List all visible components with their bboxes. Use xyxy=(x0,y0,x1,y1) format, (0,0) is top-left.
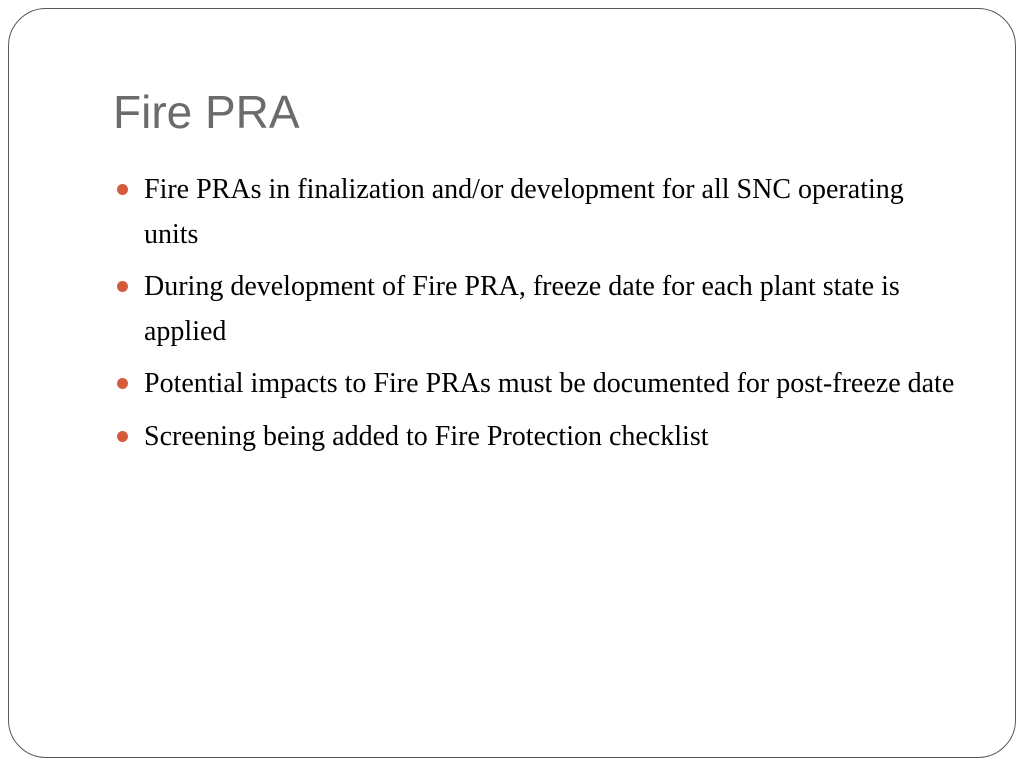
bullet-text: Screening being added to Fire Protection checklist xyxy=(144,420,709,452)
bullet-text: Fire PRAs in finalization and/or development for all SNC operating units xyxy=(144,174,904,250)
bullet-item xyxy=(115,168,955,257)
bullet-item xyxy=(115,362,955,407)
bullet-dot-icon xyxy=(117,184,128,195)
bullet-dot-icon xyxy=(117,281,128,292)
bullet-dot-icon xyxy=(117,431,128,442)
bullet-list xyxy=(115,168,955,467)
bullet-item xyxy=(115,415,955,460)
bullet-text: Potential impacts to Fire PRAs must be documented for post-freeze date xyxy=(144,368,955,399)
bullet-item xyxy=(115,265,955,354)
bullet-text: During development of Fire PRA, freeze date for each plant state is applied xyxy=(144,271,900,347)
bullet-dot-icon xyxy=(117,378,128,389)
slide-title: Fire PRA xyxy=(113,86,300,138)
